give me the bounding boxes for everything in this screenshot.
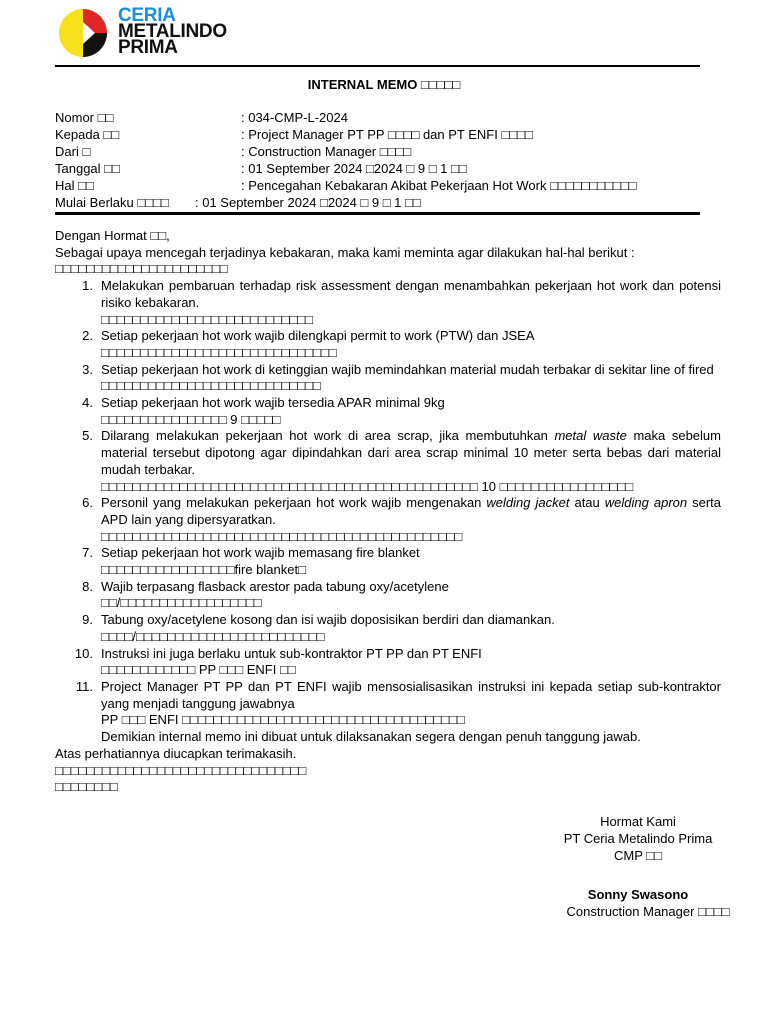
signature-block [528, 813, 748, 920]
signature-company: PT Ceria Metalindo Prima [563, 831, 713, 846]
item-text: Tabung oxy/acetylene kosong dan isi wajib doposisikan berdiri dan diamankan. [101, 612, 555, 628]
item-text-part: atau [569, 495, 605, 511]
item-text-zh: □□□□□□□□□□□□□□□□ 9 □□□□□ [101, 411, 281, 427]
item-text-zh: □□□□/□□□□□□□□□□□□□□□□□□□□□□□□ [101, 628, 325, 644]
signature-space [528, 864, 748, 886]
item-text-term: metal waste [554, 428, 627, 444]
item-number: 10. [74, 645, 93, 661]
item-text-part: Dilarang melakukan pekerjaan hot work di area scrap, jika membutuhkan [101, 428, 555, 444]
signatory-role: Construction Manager □□□□ [566, 904, 730, 919]
list-item [55, 646, 721, 679]
list-item [55, 362, 721, 395]
field-label: Nomor □□ [55, 110, 114, 125]
item-text [101, 495, 721, 527]
item-number: 1. [82, 278, 93, 294]
logo-text-metalindo: METALINDO [118, 21, 227, 42]
item-text-term: welding jacket [486, 495, 570, 511]
closing-text: Demikian internal memo ini dibuat untuk dilaksanakan segera dengan penuh tanggung jawab. [101, 729, 641, 745]
item-text-part: serta APD lain yang dipersyaratkan. [101, 495, 722, 527]
item-number: 9. [82, 612, 93, 628]
list-item [55, 328, 721, 361]
field-value: : Pencegahan Kebakaran Akibat Pekerjaan Hot Work □□□□□□□□□□□ [241, 178, 637, 193]
thanks-text-zh: □□□□□□□□□□□□□□□□□□□□□□□□□□□□□□□□ [55, 762, 307, 778]
list-item [55, 428, 721, 495]
field-value: : Project Manager PT PP □□□□ dan PT ENFI □□□□ [241, 127, 533, 142]
list-item [55, 679, 721, 729]
signature-company-short: CMP □□ [614, 848, 662, 863]
item-text-part: Personil yang melakukan pekerjaan hot work wajib mengenakan [101, 495, 487, 511]
item-number: 4. [82, 395, 93, 411]
signatory-name: Sonny Swasono [587, 887, 689, 902]
item-text-zh: □□/□□□□□□□□□□□□□□□□□□ [101, 595, 262, 611]
item-number: 11. [75, 678, 93, 694]
thanks-text-zh-2: □□□□□□□□ [55, 779, 118, 795]
item-text-zh: □□□□□□□□□□□□□□□□□□□□□□□□□□□□□□□□□□□□□□□□□□□□□□ [101, 528, 463, 544]
item-text-zh: □□□□□□□□□□□□□□□□□□□□□□□□□□□□□□□□□□□□□□□□□□□□□□□□ 10 □□□□□□□□□□□□□□□□□ [101, 478, 634, 494]
logo-text-prima: PRIMA [118, 37, 178, 58]
list-item [55, 495, 721, 545]
item-text: Setiap pekerjaan hot work wajib dilengkapi permit to work (PTW) dan JSEA [101, 328, 535, 344]
item-text: Melakukan pembaruan terhadap risk assessment dengan menambahkan pekerjaan hot work dan potensi risiko kebakaran. [101, 278, 721, 310]
field-value: : 034-CMP-L-2024 [241, 110, 348, 125]
item-text [101, 428, 721, 476]
item-text: Instruksi ini juga berlaku untuk sub-kontraktor PT PP dan PT ENFI [101, 645, 482, 661]
item-text: Setiap pekerjaan hot work di ketinggian wajib memindahkan material mudah terbakar di sekitar line of fired [101, 361, 714, 377]
item-number: 6. [82, 495, 93, 511]
item-text-zh: □□□□□□□□□□□□□□□□□□□□□□□□□□□ [101, 311, 314, 327]
item-text: Project Manager PT PP dan PT ENFI wajib mensosialisasikan instruksi ini kepada setiap sub-kontraktor yang menjadi tanggung jawabnya [101, 678, 721, 711]
greeting: Dengan Hormat □□, [55, 228, 170, 243]
field-label: Mulai Berlaku □□□□ [55, 195, 169, 210]
list-item [55, 545, 721, 578]
item-text-zh: □□□□□□□□□□□□□□□□□□□□□□□□□□□□ [101, 378, 321, 394]
list-item [55, 579, 721, 612]
header-divider [55, 65, 700, 67]
field-label: Dari □ [55, 144, 91, 159]
memo-title: INTERNAL MEMO □□□□□ [307, 77, 461, 92]
intro-text: Sebagai upaya mencegah terjadinya kebakaran, maka kami meminta agar dilakukan hal-hal berikut : [55, 244, 635, 260]
item-number: 7. [82, 545, 93, 561]
fields-divider [55, 212, 700, 215]
list-item [55, 612, 721, 645]
field-label: Tanggal □□ [55, 161, 120, 176]
item-text-part: maka sebelum material tersebut dipotong agar dipindahkan dari area scrap minimal 10 meter serta bebas dari material mudah terbakar. [101, 428, 721, 477]
instruction-list [55, 278, 721, 729]
item-text-zh: □□□□□□□□□□□□ PP □□□ ENFI □□ [101, 662, 296, 678]
field-value: : 01 September 2024 □2024 □ 9 □ 1 □□ [241, 161, 467, 176]
field-label: Kepada □□ [55, 127, 120, 142]
memo-body [55, 228, 721, 796]
intro-text-zh: □□□□□□□□□□□□□□□□□□□□□□ [55, 261, 228, 277]
item-text: Setiap pekerjaan hot work wajib memasang fire blanket [101, 545, 420, 561]
item-text: Wajib terpasang flasback arestor pada tabung oxy/acetylene [101, 578, 449, 594]
item-text-zh: □□□□□□□□□□□□□□□□□fire blanket□ [101, 562, 306, 578]
list-item [55, 395, 721, 428]
item-text: Setiap pekerjaan hot work wajib tersedia APAR minimal 9kg [101, 395, 445, 411]
field-value: : 01 September 2024 □2024 □ 9 □ 1 □□ [195, 195, 421, 210]
signature-regards: Hormat Kami [600, 814, 676, 829]
list-item [55, 278, 721, 328]
item-text-zh: PP □□□ ENFI □□□□□□□□□□□□□□□□□□□□□□□□□□□□□□□□□□□□ [101, 712, 465, 728]
item-text-zh: □□□□□□□□□□□□□□□□□□□□□□□□□□□□□□ [101, 344, 337, 360]
thanks-text: Atas perhatiannya diucapkan terimakasih. [55, 745, 297, 761]
item-number: 5. [82, 428, 93, 444]
field-label: Hal □□ [55, 178, 94, 193]
company-logo [56, 6, 256, 60]
item-number: 2. [82, 328, 93, 344]
field-value: : Construction Manager □□□□ [241, 144, 412, 159]
logo-text-ceria: CERIA [118, 5, 176, 26]
logo-emblem-icon [56, 6, 110, 60]
item-number: 3. [82, 361, 93, 377]
item-number: 8. [82, 578, 93, 594]
item-text-term: welding apron [604, 495, 688, 511]
